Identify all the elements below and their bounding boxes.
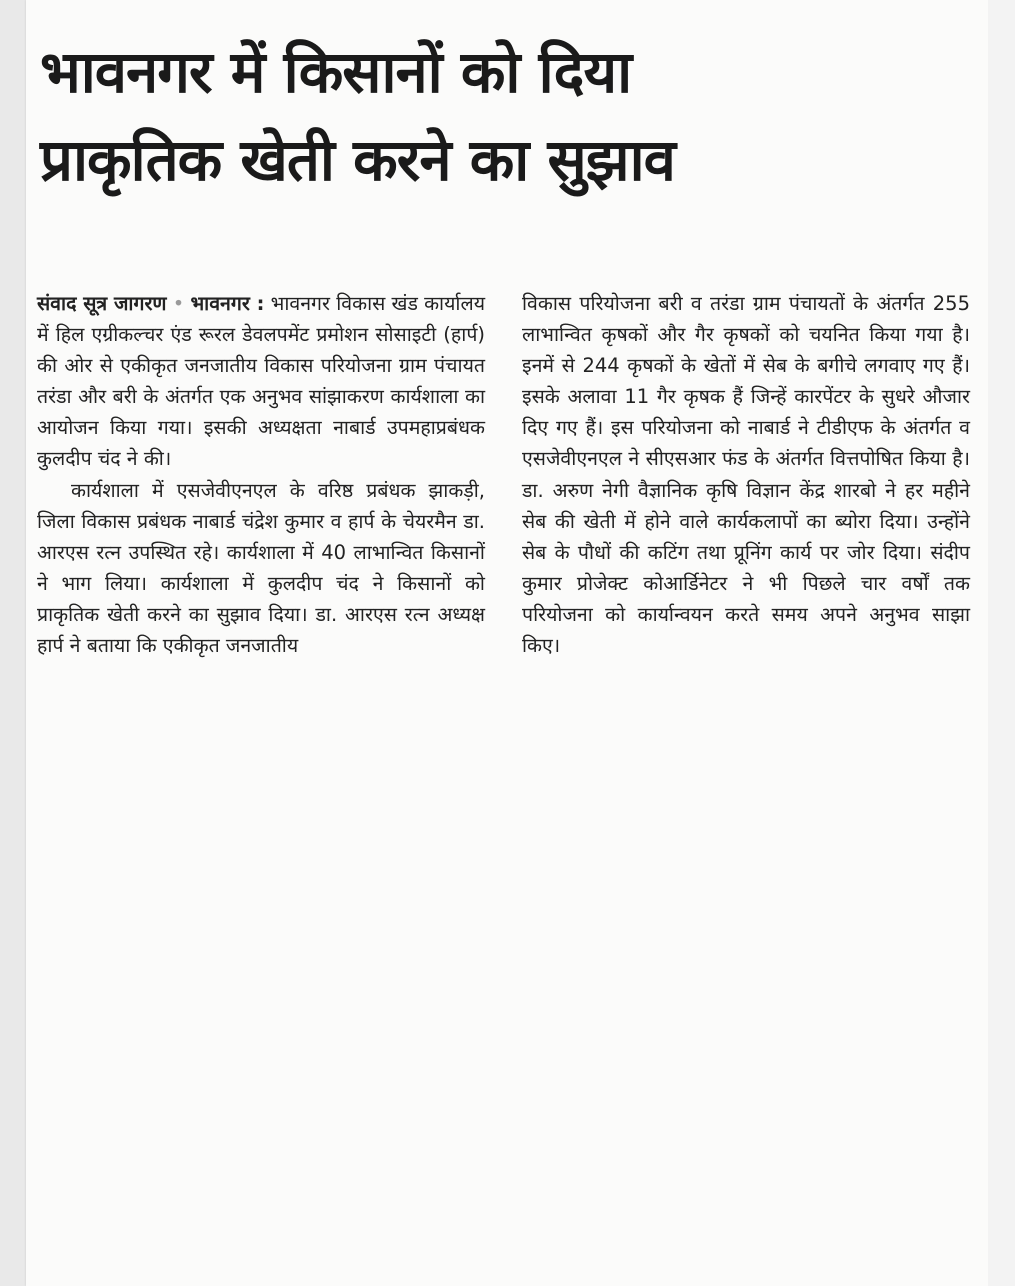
page-edge (988, 0, 1015, 1286)
article-column-left (37, 288, 485, 661)
headline (40, 28, 970, 204)
article-paragraph-1 (37, 288, 485, 475)
headline-line-2: प्राकृतिक खेती करने का सुझाव (40, 126, 675, 194)
headline-line-1: भावनगर में किसानों को दिया (40, 38, 632, 106)
dateline-place: भावनगर : (190, 292, 265, 315)
article-paragraph-3: विकास परियोजना बरी व तरंडा ग्राम पंचायतों के अंतर्गत 255 लाभान्वित कृषकों और गैर कृषकों को चयनित किया गया है। इनमें से 244 कृषकों के खेतों में सेब के बगीचे लगवाए गए हैं। इसके अलावा 11 गैर कृषक हैं जिन्हें कारपेंटर के सुधरे औजार दिए गए हैं। इस परियोजना को नाबार्ड ने टीडीएफ के अंतर्गत व एसजेवीएनएल ने सीएसआर फंड के अंतर्गत वित्तपोषित किया है। डा. अरुण नेगी वैज्ञानिक कृषि विज्ञान केंद्र शारबो ने हर महीने सेब की खेती में होने वाले कार्यकलापों का ब्योरा दिया। उन्होंने सेब के पौधों की कटिंग तथा प्रूनिंग कार्य पर जोर दिया। संदीप कुमार प्रोजेक्ट कोआर्डिनेटर ने भी पिछले चार वर्षों तक परियोजना को कार्यान्वयन करते समय अपने अनुभव साझा किए। (522, 292, 970, 658)
dateline-source: संवाद सूत्र जागरण (37, 292, 167, 315)
article-column-right (522, 288, 970, 661)
article-paragraph-2: कार्यशाला में एसजेवीएनएल के वरिष्ठ प्रबंधक झाकड़ी, जिला विकास प्रबंधक नाबार्ड चंद्रेश कुमार व हार्प के चेयरमैन डा. आरएस रत्न उपस्थित रहे। कार्यशाला में 40 लाभान्वित किसानों ने भाग लिया। कार्यशाला में कुलदीप चंद ने किसानों को प्राकृतिक खेती करने का सुझाव दिया। डा. आरएस रत्न अध्यक्ष हार्प ने बताया कि एकीकृत जनजातीय (37, 478, 485, 658)
dateline-separator: • (172, 292, 185, 315)
paragraph-text: भावनगर विकास खंड कार्यालय में हिल एग्रीकल्चर एंड रूरल डेवलपमेंट प्रमोशन सोसाइटी (हार्प) की ओर से एकीकृत जनजातीय विकास परियोजना ग्राम पंचायत तरंडा और बरी के अंतर्गत एक अनुभव सांझाकरण कार्यशाला का आयोजन किया गया। इसकी अध्यक्षता नाबार्ड उपमहाप्रबंधक कुलदीप चंद ने की। (37, 292, 486, 471)
